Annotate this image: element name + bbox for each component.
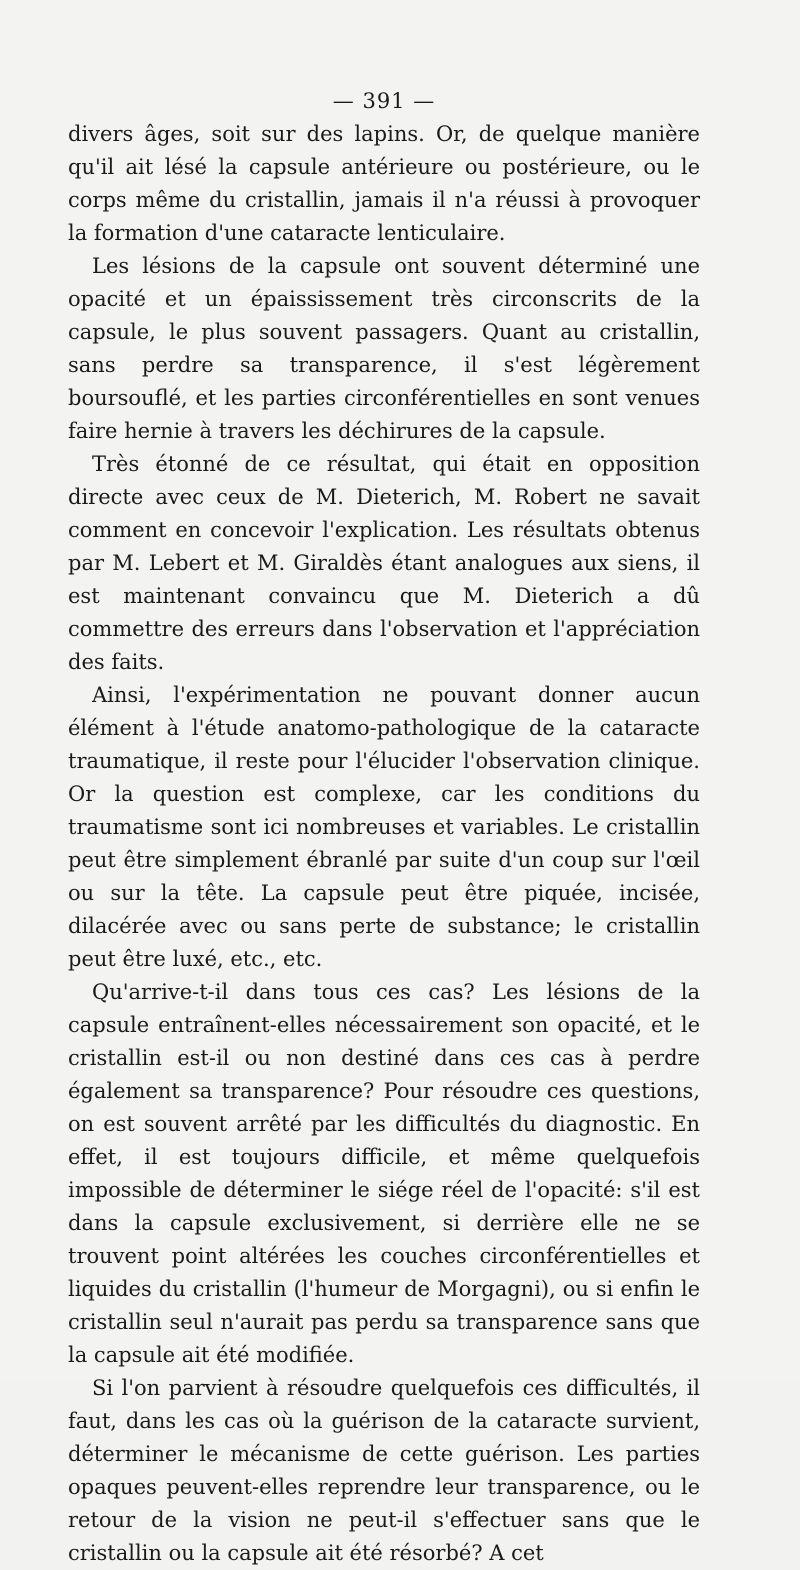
paragraph-5: Qu'arrive-t-il dans tous ces cas? Les lésions de la capsule entraînent-elles nécessairement son opacité, et le cristallin est-il ou non destiné dans ces cas à perdre également sa transparence? Pour résoudre ces questions, on est souvent arrêté par les difficultés du diagnostic. En effet, il est toujours difficile, et même quelquefois impossible de déterminer le siége réel de l'opacité: s'il est dans la capsule exclusivement, si derrière elle ne se trouvent point altérées les couches circonférentielles et liquides du cristallin (l'humeur de Morgagni), ou si enfin le cristallin seul n'aurait pas perdu sa transparence sans que la capsule ait été modifiée.: [68, 980, 700, 1367]
page-number: — 391 —: [332, 89, 436, 113]
paragraph-1: divers âges, soit sur des lapins. Or, de quelque manière qu'il ait lésé la capsule antérieure ou postérieure, ou le corps même du cristallin, jamais il n'a réussi à provoquer la formation d'une cataracte lenticulaire.: [68, 122, 700, 245]
paragraph-6: Si l'on parvient à résoudre quelquefois ces difficultés, il faut, dans les cas où la guérison de la cataracte survient, déterminer le mécanisme de cette guérison. Les parties opaques peuvent-elles reprendre leur transparence, ou le retour de la vision ne peut-il s'effectuer sans que le cristallin ou la capsule ait été résorbé? A cet: [68, 1376, 700, 1565]
page-text: [68, 86, 700, 1570]
paragraph-4: Ainsi, l'expérimentation ne pouvant donner aucun élément à l'étude anatomo-pathologique de la cataracte traumatique, il reste pour l'élucider l'observation clinique. Or la question est complexe, car les conditions du traumatisme sont ici nombreuses et variables. Le cristallin peut être simplement ébranlé par suite d'un coup sur l'œil ou sur la tête. La capsule peut être piquée, incisée, dilacérée avec ou sans perte de substance; le cristallin peut être luxé, etc., etc.: [68, 683, 700, 971]
paragraph-3: Très étonné de ce résultat, qui était en opposition directe avec ceux de M. Dieterich, M. Robert ne savait comment en concevoir l'explication. Les résultats obtenus par M. Lebert et M. Giraldès étant analogues aux siens, il est maintenant convaincu que M. Dieterich a dû commettre des erreurs dans l'observation et l'appréciation des faits.: [68, 452, 700, 674]
paragraph-2: Les lésions de la capsule ont souvent déterminé une opacité et un épaississement très circonscrits de la capsule, le plus souvent passagers. Quant au cristallin, sans perdre sa transparence, il s'est légèrement boursouflé, et les parties circonférentielles en sont venues faire hernie à travers les déchirures de la capsule.: [68, 254, 700, 443]
